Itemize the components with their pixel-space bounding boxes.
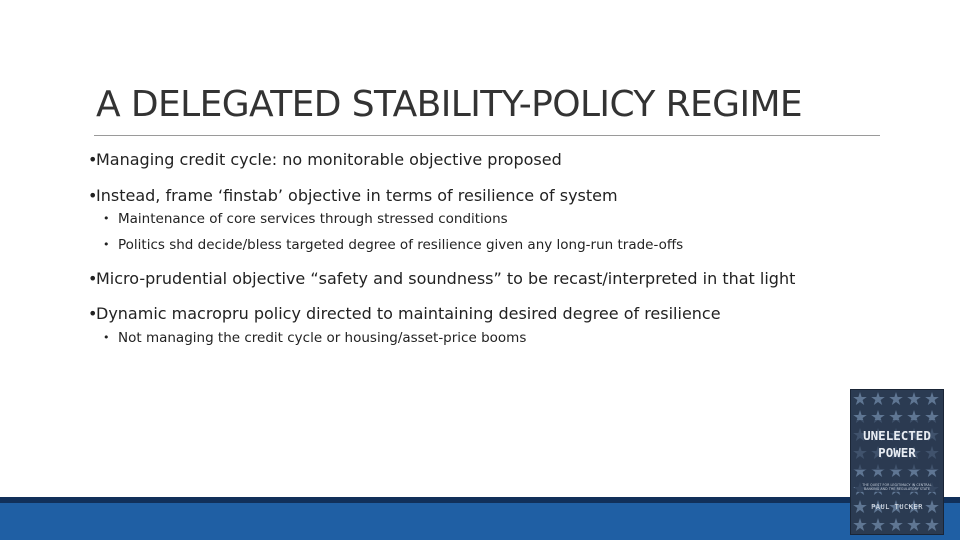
slide-title: A DELEGATED STABILITY-POLICY REGIME xyxy=(96,84,803,125)
bullet-item: • Instead, frame ‘finstab’ objective in terms of resilience of system xyxy=(88,186,848,206)
star-pattern-icon xyxy=(851,390,943,534)
bullet-list xyxy=(88,150,848,347)
book-title-line2: POWER xyxy=(878,445,916,460)
bullet-item: • Dynamic macropru policy directed to maintaining desired degree of resilience xyxy=(88,304,848,324)
sub-bullet-item: • Maintenance of core services through stressed conditions xyxy=(88,210,848,228)
book-cover-image xyxy=(851,390,943,534)
book-subtitle-line2: BANKING AND THE REGULATORY STATE xyxy=(863,487,931,491)
book-title-line1: UNELECTED xyxy=(863,428,931,443)
title-divider xyxy=(94,135,880,136)
sub-bullet-item: • Not managing the credit cycle or housing/asset-price booms xyxy=(88,329,848,347)
bullet-item: • Micro-prudential objective “safety and soundness” to be recast/interpreted in that light xyxy=(88,269,848,289)
bullet-item: • Managing credit cycle: no monitorable objective proposed xyxy=(88,150,848,170)
book-subtitle-line1: THE QUEST FOR LEGITIMACY IN CENTRAL xyxy=(862,483,932,487)
sub-bullet-item: • Politics shd decide/bless targeted degree of resilience given any long-run trade-offs xyxy=(88,236,848,254)
book-subtitle xyxy=(857,483,937,491)
book-author: PAUL TUCKER xyxy=(871,503,923,511)
footer-bar xyxy=(0,503,960,540)
